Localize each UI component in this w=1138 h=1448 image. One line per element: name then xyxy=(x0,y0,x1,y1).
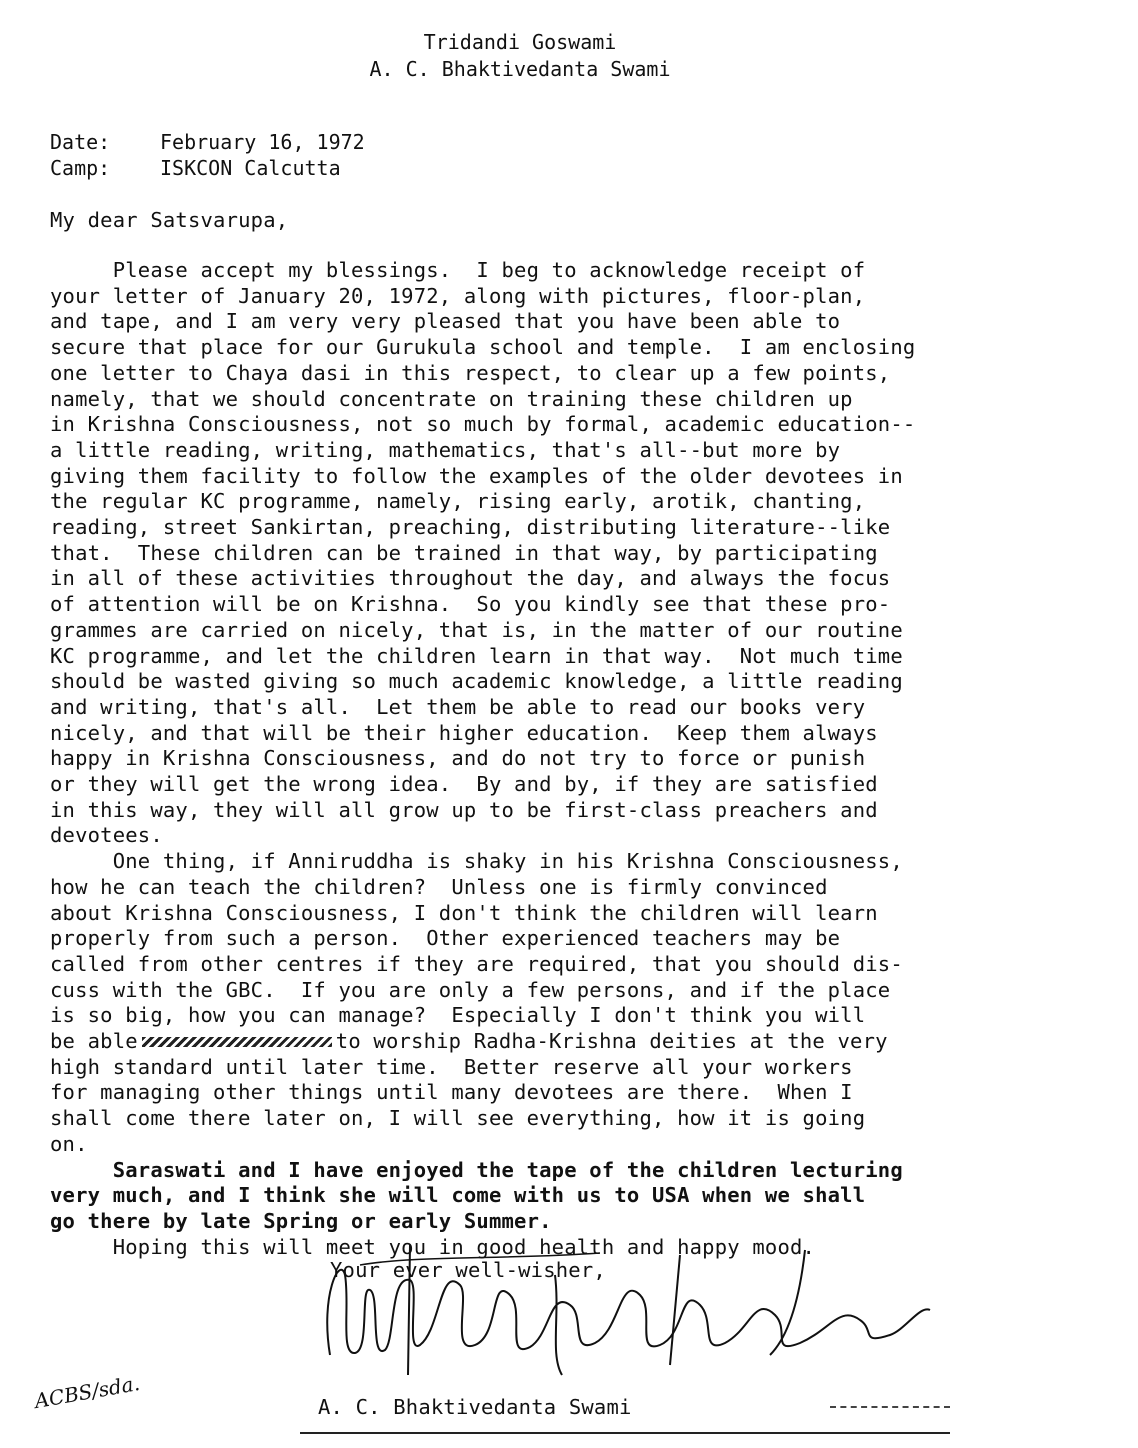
body-line: secure that place for our Gurukula school and temple. I am enclosing xyxy=(50,335,916,360)
body-line: devotees. xyxy=(50,823,163,848)
letterhead-name: A. C. Bhaktivedanta Swami xyxy=(369,57,671,81)
signature-dash xyxy=(830,1406,950,1408)
body-line: how he can teach the children? Unless one is firmly convinced xyxy=(50,874,828,899)
struck-line-before: be able xyxy=(50,1029,138,1053)
body-line: should be wasted giving so much academic knowledge, a little reading xyxy=(50,669,903,694)
struck-line-after: to worship Radha-Krishna deities at the very xyxy=(335,1029,888,1053)
body-line-bold: go there by late Spring or early Summer. xyxy=(50,1208,552,1233)
camp-line xyxy=(50,156,341,180)
body-line: and writing, that's all. Let them be able to read our books very xyxy=(50,694,866,719)
body-line: the regular KC programme, namely, rising early, arotik, chanting, xyxy=(50,489,866,514)
body-line: about Krishna Consciousness, I don't think the children will learn xyxy=(50,900,878,925)
body-line: that. These children can be trained in that way, by participating xyxy=(50,540,878,565)
body-line: of attention will be on Krishna. So you kindly see that these pro- xyxy=(50,592,891,617)
body-line: a little reading, writing, mathematics, that's all--but more by xyxy=(50,437,841,462)
body-line: one letter to Chaya dasi in this respect, to clear up a few points, xyxy=(50,360,891,385)
body-line: cuss with the GBC. If you are only a few persons, and if the place xyxy=(50,977,891,1002)
body-line-bold: Saraswati and I have enjoyed the tape of the children lecturing xyxy=(50,1157,903,1182)
body-line: properly from such a person. Other experienced teachers may be xyxy=(50,926,841,951)
body-line: grammes are carried on nicely, that is, in the matter of our routine xyxy=(50,617,903,642)
valediction: Your ever well-wisher, xyxy=(330,1258,606,1283)
camp-label: Camp: xyxy=(50,156,111,180)
salutation: My dear Satsvarupa, xyxy=(50,208,289,232)
body-line: KC programme, and let the children learn in that way. Not much time xyxy=(50,643,903,668)
body-line: is so big, how you can manage? Especially I don't think you will xyxy=(50,1003,866,1028)
letterhead-title: Tridandi Goswami xyxy=(423,30,617,54)
signature-rule xyxy=(300,1432,950,1434)
body-line: shall come there later on, I will see everything, how it is going xyxy=(50,1106,866,1131)
body-line: One thing, if Anniruddha is shaky in his Krishna Consciousness, xyxy=(50,849,903,874)
signer-name: A. C. Bhaktivedanta Swami xyxy=(318,1395,632,1419)
body-line: giving them facility to follow the examples of the older devotees in xyxy=(50,463,903,488)
date-value: February 16, 1972 xyxy=(160,130,365,154)
body-line: in this way, they will all grow up to be first-class preachers and xyxy=(50,797,878,822)
body-line: in all of these activities throughout the day, and always the focus xyxy=(50,566,891,591)
date-label: Date: xyxy=(50,130,111,154)
body-line: for managing other things until many devotees are there. When I xyxy=(50,1080,853,1105)
signature-image xyxy=(300,1235,940,1395)
body-line-bold: very much, and I think she will come with us to USA when we shall xyxy=(50,1183,866,1208)
typist-initials: ACBS/sda. xyxy=(32,1370,142,1414)
body-line: or they will get the wrong idea. By and by, if they are satisfied xyxy=(50,772,878,796)
body-line: nicely, and that will be their higher education. Keep them always xyxy=(50,720,878,745)
camp-value: ISKCON Calcutta xyxy=(160,156,341,180)
body-line: your letter of January 20, 1972, along with pictures, floor-plan, xyxy=(50,283,866,308)
body-line: namely, that we should concentrate on training these children up xyxy=(50,386,853,411)
body-line: on. xyxy=(50,1131,88,1156)
struck-out-text xyxy=(142,1037,332,1047)
body-line: and tape, and I am very very pleased that you have been able to xyxy=(50,309,841,334)
closing-line: Hoping this will meet you in good health and happy mood. xyxy=(50,1234,816,1259)
body-line: reading, street Sankirtan, preaching, distributing literature--like xyxy=(50,515,891,539)
body-line: high standard until later time. Better reserve all your workers xyxy=(50,1054,853,1079)
body-line: called from other centres if they are required, that you should dis- xyxy=(50,951,903,976)
body-line: Please accept my blessings. I beg to acknowledge receipt of xyxy=(50,258,866,282)
date-line xyxy=(50,130,365,154)
body-line: in Krishna Consciousness, not so much by formal, academic education-- xyxy=(50,412,916,437)
body-line: happy in Krishna Consciousness, and do not try to force or punish xyxy=(50,746,866,771)
body-line-struck xyxy=(50,1029,888,1055)
